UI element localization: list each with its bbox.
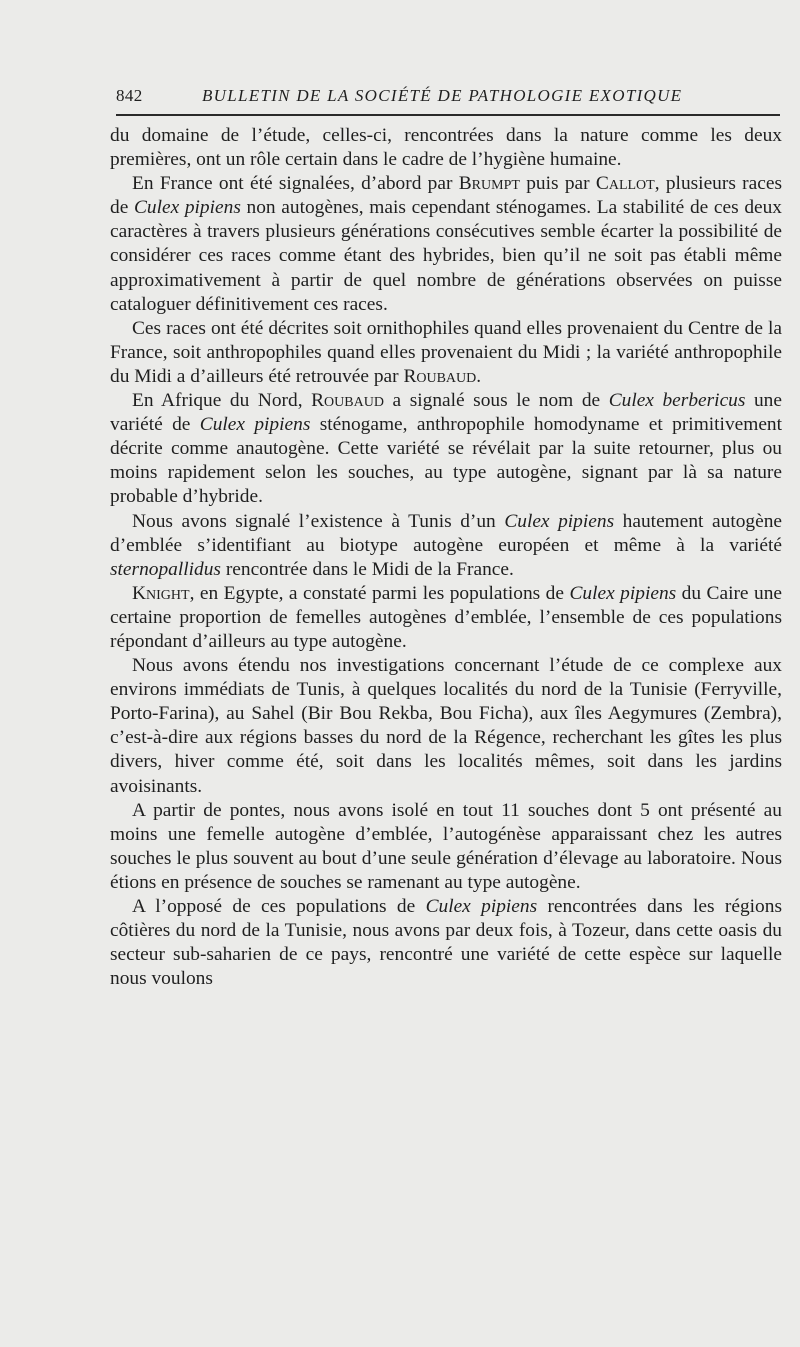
text-run: A partir de pontes, nous avons isolé en tout 11 souches dont 5 ont présenté au moins une femelle autogène d’emblée, l’autogénèse apparaissant chez les autres souches le plus souvent au bout d’une seule génération d’élevage au laboratoire. Nous étions en présence de souches se ramenant au type autogène. <box>110 799 782 893</box>
text-run: hautement autogène d’emblée s’identifiant au biotype autogène européen et même à la variété <box>110 510 782 556</box>
text-run: rencontrée dans le Midi de la France. <box>220 558 514 580</box>
author-name: Roubaud <box>403 365 477 387</box>
italic-term: Culex pipiens <box>199 414 311 436</box>
text-run: En France ont été signalées, d’abord par <box>132 173 459 195</box>
italic-term: Culex pipiens <box>569 582 677 604</box>
text-run: une variété de <box>110 390 782 436</box>
text-run: Ces races ont été décrites soit ornithophiles quand elles provenaient du Centre de la France, soit anthropophiles quand elles provenaient du Midi ; la variété anthropophile du Midi a d’ailleurs été retrouvée par <box>110 317 782 387</box>
body-text <box>110 124 782 991</box>
text-run: du domaine de l’étude, celles-ci, rencontrées dans la nature comme les deux premières, ont un rôle certain dans le cadre de l’hygiène humaine. <box>110 125 782 171</box>
author-name: Callot <box>595 173 655 195</box>
header-rule <box>116 114 780 116</box>
paragraph <box>110 654 782 799</box>
text-run: Nous avons étendu nos investigations concernant l’étude de ce complexe aux environs immédiats de Tunis, à quelques localités du nord de la Tunisie (Ferryville, Porto-Farina), au Sahel (Bir Bou Rekba, Bou Ficha), aux îles Aegymures (Zembra), c’est-à-dire aux régions basses du nord de la Régence, recherchant les gîtes les plus divers, hiver comme été, soit dans les localités mêmes, soit dans les jardins avoisinants. <box>110 655 782 797</box>
author-name: Roubaud <box>311 390 384 412</box>
text-run: sténogame, anthropophile homodyname et primitivement décrite comme anautogène. Cette variété se révélait par la suite retourner, plus ou moins rapidement selon les souches, au type autogène, signant par là sa nature probable d’hybride. <box>110 414 783 508</box>
italic-term: Culex berbericus <box>608 390 746 412</box>
paragraph <box>110 317 782 389</box>
text-run: En Afrique du Nord, <box>132 390 312 412</box>
text-run: Nous avons signalé l’existence à Tunis d’un <box>132 510 505 532</box>
page-header <box>116 86 780 112</box>
italic-term: sternopallidus <box>110 558 221 580</box>
text-run: non autogènes, mais cependant sténogames. La stabilité de ces deux caractères à travers plusieurs générations consécutives semble écarter la possibilité de considérer ces races comme étant des hybrides, bien qu’il ne soit pas établi même approximativement à partir de quel nombre de générations observées on puisse cataloguer définitivement ces races. <box>110 197 783 315</box>
text-run: a signalé sous le nom de <box>383 390 609 412</box>
text-run: , en Egypte, a constaté parmi les populations de <box>189 582 570 604</box>
page-number: 842 <box>116 86 143 105</box>
text-run: . <box>476 365 482 387</box>
text-run: A l’opposé de ces populations de <box>132 896 426 917</box>
paragraph <box>110 389 782 509</box>
running-title: BULLETIN DE LA SOCIÉTÉ DE PATHOLOGIE EXOTIQUE <box>202 86 683 105</box>
paragraph <box>110 124 782 172</box>
italic-term: Culex pipiens <box>504 510 615 532</box>
paragraph <box>110 895 782 991</box>
text-run: rencontrées dans les régions côtières du nord de la Tunisie, nous avons par deux fois, à Tozeur, dans cette oasis du secteur sub-saharien de ce pays, rencontré une variété de cette espèce sur laquelle nous voulons <box>110 896 782 990</box>
paragraph <box>110 510 782 582</box>
paragraph <box>110 172 782 317</box>
text-run: du Caire une certaine proportion de femelles autogènes d’emblée, l’ensemble de ces populations répondant d’ailleurs au type autogène. <box>110 582 782 652</box>
text-run: puis par <box>519 173 596 195</box>
text-run: , plusieurs races de <box>110 173 782 219</box>
paragraph <box>110 799 782 895</box>
italic-term: Culex pipiens <box>133 197 241 219</box>
paragraph <box>110 582 782 654</box>
author-name: Knight <box>132 582 190 604</box>
italic-term: Culex pipiens <box>425 896 538 917</box>
author-name: Brumpt <box>458 173 520 195</box>
